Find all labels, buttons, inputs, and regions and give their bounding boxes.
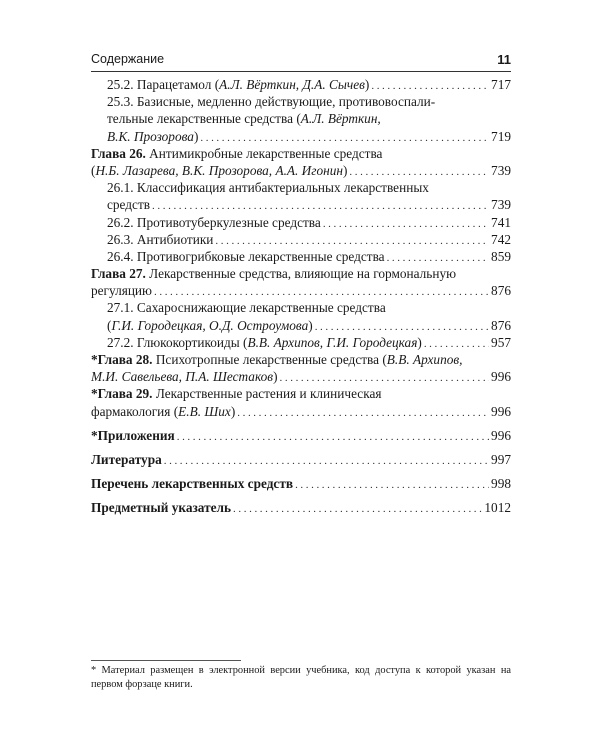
- toc-entry-25-3-line1: 25.3. Базисные, медленно действующие, противовоспали-: [107, 94, 436, 110]
- entry-authors: А.Л. Вёрткин,: [300, 111, 381, 127]
- dot-leader: [371, 78, 489, 93]
- dot-leader: [200, 130, 489, 145]
- dot-leader: [280, 370, 490, 385]
- entry-page: 717: [491, 77, 511, 92]
- footnote: * Материал размещен в электронной версии учебника, код доступа к которой указан на первом форзаце книги.: [91, 665, 511, 690]
- toc-entry-26-1-line1: 26.1. Классификация антибактериальных лекарственных: [107, 180, 429, 196]
- toc-chapter-27-line2: регуляцию ..... 876: [91, 282, 511, 299]
- dot-leader: [349, 164, 489, 179]
- entry-authors: В.В. Архипов,: [386, 352, 463, 367]
- dot-leader: [315, 319, 489, 334]
- chapter-label: Глава 27.: [91, 266, 146, 282]
- entry-page: 859: [491, 248, 511, 264]
- entry-page: 876: [491, 283, 511, 299]
- toc-chapter-26-line2: (Н.Б. Лазарева, В.К. Прозорова, А.А. Игонин) ..... 739: [91, 162, 511, 179]
- dot-leader: [424, 336, 489, 351]
- toc-entry-27-1-line1: 27.1. Сахароснижающие лекарственные средства: [107, 300, 386, 316]
- toc-literature: Литература ..... 997: [91, 451, 511, 468]
- dot-leader: [295, 477, 489, 492]
- dot-leader: [323, 216, 489, 231]
- running-header: [91, 48, 511, 70]
- footnote-divider: [91, 660, 241, 661]
- entry-authors: Е.В. Ших: [178, 403, 231, 419]
- toc-entry-26-3: 26.3. Антибиотики ..... 742: [91, 231, 511, 248]
- toc-subject-index: Предметный указатель ..... 1012: [91, 499, 511, 516]
- entry-page: 957: [491, 334, 511, 350]
- entry-page: 741: [491, 214, 511, 230]
- dot-leader: [387, 250, 489, 265]
- dot-leader: [237, 405, 489, 420]
- dot-leader: [215, 233, 489, 248]
- toc-entry-26-1-line2: средств ..... 739: [91, 196, 511, 213]
- entry-page: 1012: [484, 500, 511, 516]
- page-number: 11: [497, 52, 511, 67]
- chapter-label: *Глава 28.: [91, 352, 153, 367]
- section-title: Содержание: [91, 52, 165, 66]
- toc-drug-list: Перечень лекарственных средств ..... 998: [91, 475, 511, 492]
- entry-authors: Н.Б. Лазарева, В.К. Прозорова, А.А. Игонин: [95, 162, 343, 178]
- entry-page: 739: [491, 162, 511, 178]
- entry-page: 876: [491, 317, 511, 333]
- toc-entry-25-3-line2: тельные лекарственные средства (А.Л. Вёрткин,: [107, 111, 381, 127]
- toc-chapter-28-line1: *Глава 28. Психотропные лекарственные средства (В.В. Архипов,: [91, 352, 463, 367]
- toc-entry-25-3-line3: В.К. Прозорова) ..... 719: [91, 128, 511, 145]
- entry-page: 996: [491, 427, 511, 443]
- toc-entry-27-1-line2: (Г.И. Городецкая, О.Д. Остроумова) ..... 876: [91, 317, 511, 334]
- entry-authors: М.И. Савельева, П.А. Шестаков: [91, 369, 274, 385]
- toc-chapter-27-line1: Глава 27. Лекарственные средства, влияющие на гормональную: [91, 266, 457, 282]
- dot-leader: [164, 453, 489, 468]
- dot-leader: [177, 429, 489, 444]
- toc-entry-26-4: 26.4. Противогрибковые лекарственные средства ..... 859: [91, 248, 511, 265]
- table-of-contents: [91, 76, 511, 517]
- toc-chapter-26-line1: Глава 26. Антимикробные лекарственные средства: [91, 145, 383, 161]
- entry-authors: В.К. Прозорова: [107, 128, 194, 144]
- dot-leader: [154, 284, 489, 299]
- dot-leader: [233, 501, 482, 516]
- entry-authors: Г.И. Городецкая, О.Д. Остроумова: [111, 317, 309, 333]
- toc-appendix: *Приложения ..... 996: [91, 427, 511, 444]
- entry-page: 997: [491, 451, 511, 467]
- entry-page: 719: [491, 128, 511, 144]
- entry-authors: А.Л. Вёрткин, Д.А. Сычев: [219, 77, 365, 92]
- entry-page: 742: [491, 231, 511, 247]
- entry-page: 996: [491, 369, 511, 385]
- entry-page: 998: [491, 476, 511, 492]
- entry-page: 739: [491, 197, 511, 213]
- toc-entry-26-2: 26.2. Противотуберкулезные средства ..... 741: [91, 214, 511, 231]
- toc-entry-25-2: 25.2. Парацетамол (А.Л. Вёрткин, Д.А. Сычев) ..... 717: [91, 76, 511, 93]
- toc-entry-27-2: 27.2. Глюкокортикоиды (В.В. Архипов, Г.И. Городецкая) ..... 957: [91, 334, 511, 351]
- toc-chapter-29-line2: фармакология (Е.В. Ших) ..... 996: [91, 403, 511, 420]
- entry-page: 996: [491, 403, 511, 419]
- dot-leader: [152, 198, 489, 213]
- entry-authors: В.В. Архипов, Г.И. Городецкая: [247, 334, 418, 350]
- toc-chapter-28-line2: М.И. Савельева, П.А. Шестаков) ..... 996: [91, 368, 511, 385]
- header-divider: [91, 71, 511, 72]
- chapter-label: *Глава 29.: [91, 386, 153, 402]
- chapter-label: Глава 26.: [91, 145, 146, 161]
- toc-chapter-29-line1: *Глава 29. Лекарственные растения и клиническая: [91, 386, 382, 402]
